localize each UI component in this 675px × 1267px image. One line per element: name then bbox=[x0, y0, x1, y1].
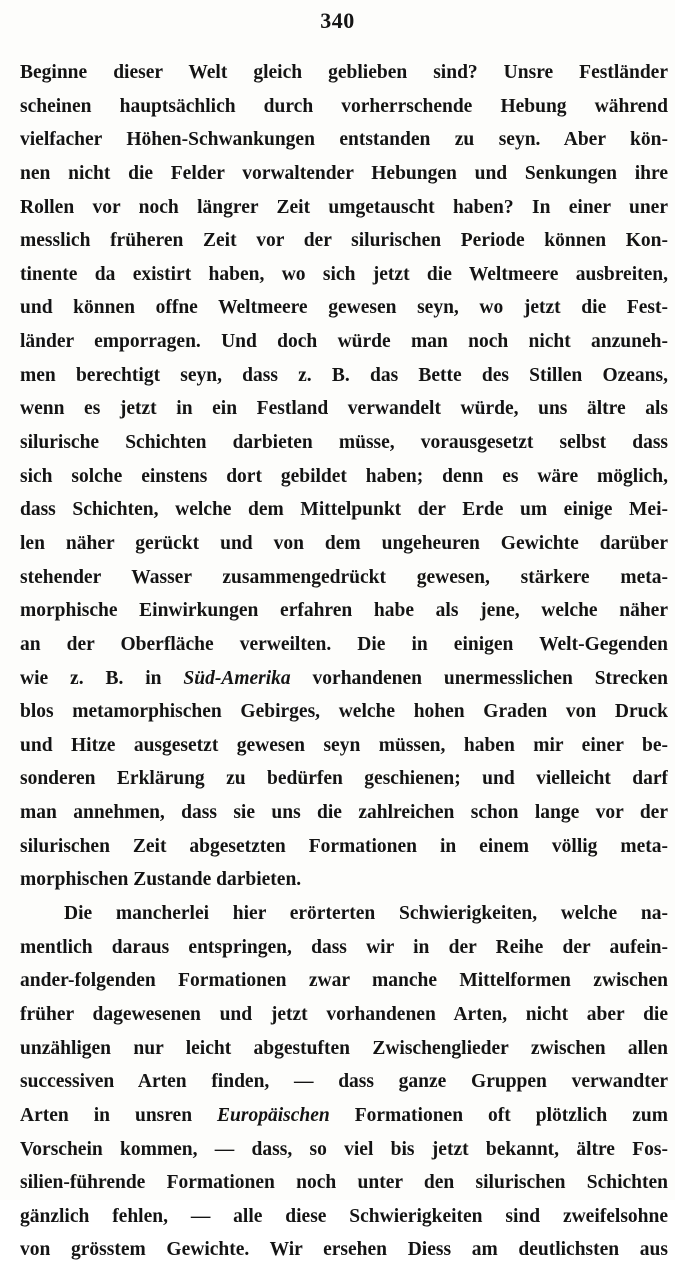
text-line bbox=[20, 561, 668, 595]
text-line bbox=[20, 123, 668, 157]
text-line bbox=[20, 1166, 668, 1200]
text-line bbox=[20, 258, 668, 292]
text-line bbox=[20, 695, 668, 729]
text-segment: successiven Arten finden, — dass ganze Gruppen verwandter bbox=[20, 1071, 668, 1093]
text-segment: von grösstem Gewichte. Wir ersehen Diess am deutlichsten aus bbox=[20, 1239, 668, 1261]
text-segment: Die mancherlei hier erörterten Schwierigkeiten, welche na- bbox=[64, 903, 668, 925]
text-line bbox=[20, 998, 668, 1032]
text-line bbox=[20, 863, 668, 897]
text-line bbox=[20, 1032, 668, 1066]
text-segment: Beginne dieser Welt gleich geblieben sind? Unsre Festländer bbox=[20, 62, 668, 83]
text-line bbox=[20, 762, 668, 796]
text-line bbox=[20, 796, 668, 830]
text-segment: tinente da existirt haben, wo sich jetzt die Weltmeere ausbreiten, bbox=[20, 263, 668, 285]
text-line bbox=[20, 157, 668, 191]
text-line bbox=[20, 662, 668, 696]
text-segment: silurische Schichten darbieten müsse, vorausgesetzt selbst dass bbox=[20, 432, 668, 454]
text-line bbox=[20, 1133, 668, 1167]
text-line bbox=[20, 1065, 668, 1099]
text-segment: unzähligen nur leicht abgestuften Zwischenglieder zwischen allen bbox=[20, 1037, 668, 1059]
text-segment: mentlich daraus entspringen, dass wir in der Reihe der aufein- bbox=[20, 936, 668, 958]
text-segment: vorhandenen unermesslichen Strecken bbox=[290, 667, 668, 689]
text-segment: früher dagewesenen und jetzt vorhandenen Arten, nicht aber die bbox=[20, 1003, 668, 1025]
text-segment: Rollen vor noch längrer Zeit umgetauscht haben? In einer uner bbox=[20, 196, 668, 218]
text-line bbox=[20, 897, 668, 931]
text-line bbox=[20, 594, 668, 628]
text-segment: stehender Wasser zusammengedrückt gewesen, stärkere meta- bbox=[20, 566, 668, 588]
text-segment: scheinen hauptsächlich durch vorherrschende Hebung während bbox=[20, 95, 668, 117]
text-line bbox=[20, 1233, 668, 1267]
text-segment: länder emporragen. Und doch würde man noch nicht anzuneh- bbox=[20, 331, 668, 353]
text-segment: nen nicht die Felder vorwaltender Hebungen und Senkungen ihre bbox=[20, 162, 668, 184]
text-line bbox=[20, 1200, 668, 1234]
text-segment: sich solche einstens dort gebildet haben; denn es wäre möglich, bbox=[20, 465, 668, 487]
text-segment: messlich früheren Zeit vor der silurischen Periode können Kon- bbox=[20, 230, 668, 252]
text-segment: vielfacher Höhen-Schwankungen entstanden zu seyn. Aber kön- bbox=[20, 129, 668, 151]
text-line bbox=[20, 628, 668, 662]
text-segment: dass Schichten, welche dem Mittelpunkt der Erde um einige Mei- bbox=[20, 499, 668, 521]
text-line bbox=[20, 729, 668, 763]
italic-text-segment: Süd-Amerika bbox=[183, 667, 291, 689]
text-line bbox=[20, 460, 668, 494]
text-line bbox=[20, 931, 668, 965]
text-line bbox=[20, 56, 668, 90]
text-line bbox=[20, 392, 668, 426]
text-segment: Arten in unsren bbox=[20, 1104, 218, 1126]
text-line bbox=[20, 1099, 668, 1133]
text-line bbox=[20, 291, 668, 325]
text-segment: wie z. B. in bbox=[20, 667, 184, 689]
text-segment: sonderen Erklärung zu bedürfen geschienen; und vielleicht darf bbox=[20, 768, 668, 790]
text-segment: wenn es jetzt in ein Festland verwandelt würde, uns ältre als bbox=[20, 398, 668, 420]
text-segment: ander-folgenden Formationen zwar manche Mittelformen zwischen bbox=[20, 970, 668, 992]
text-line bbox=[20, 90, 668, 124]
text-segment: len näher gerückt und von dem ungeheuren Gewichte darüber bbox=[20, 532, 668, 554]
text-segment: Vorschein kommen, — dass, so viel bis jetzt bekannt, ältre Fos- bbox=[20, 1138, 668, 1160]
body-text bbox=[20, 56, 668, 1267]
text-segment: morphischen Zustande darbieten. bbox=[20, 869, 302, 891]
text-segment: an der Oberfläche verweilten. Die in einigen Welt-Gegenden bbox=[20, 633, 668, 655]
text-segment: men berechtigt seyn, dass z. B. das Bette des Stillen Ozeans, bbox=[20, 364, 668, 386]
italic-text-segment: Europäischen bbox=[217, 1104, 330, 1126]
text-segment: und Hitze ausgesetzt gewesen seyn müssen, haben mir einer be- bbox=[20, 734, 668, 756]
text-line bbox=[20, 191, 668, 225]
text-segment: silurischen Zeit abgesetzten Formationen in einem völlig meta- bbox=[20, 835, 668, 857]
text-line bbox=[20, 964, 668, 998]
text-segment: man annehmen, dass sie uns die zahlreichen schon lange vor der bbox=[20, 802, 668, 824]
text-segment: Formationen oft plötzlich zum bbox=[329, 1104, 668, 1126]
text-segment: silien-führende Formationen noch unter den silurischen Schichten bbox=[20, 1172, 668, 1194]
text-line bbox=[20, 325, 668, 359]
page-number: 340 bbox=[320, 8, 355, 33]
text-line bbox=[20, 224, 668, 258]
text-line bbox=[20, 359, 668, 393]
text-line bbox=[20, 527, 668, 561]
text-segment: blos metamorphischen Gebirges, welche hohen Graden von Druck bbox=[20, 701, 668, 723]
text-segment: morphische Einwirkungen erfahren habe als jene, welche näher bbox=[20, 600, 668, 622]
text-segment: und können offne Weltmeere gewesen seyn, wo jetzt die Fest- bbox=[20, 297, 668, 319]
text-segment: gänzlich fehlen, — alle diese Schwierigkeiten sind zweifelsohne bbox=[20, 1205, 668, 1227]
text-line bbox=[20, 426, 668, 460]
text-line bbox=[20, 830, 668, 864]
text-line bbox=[20, 493, 668, 527]
